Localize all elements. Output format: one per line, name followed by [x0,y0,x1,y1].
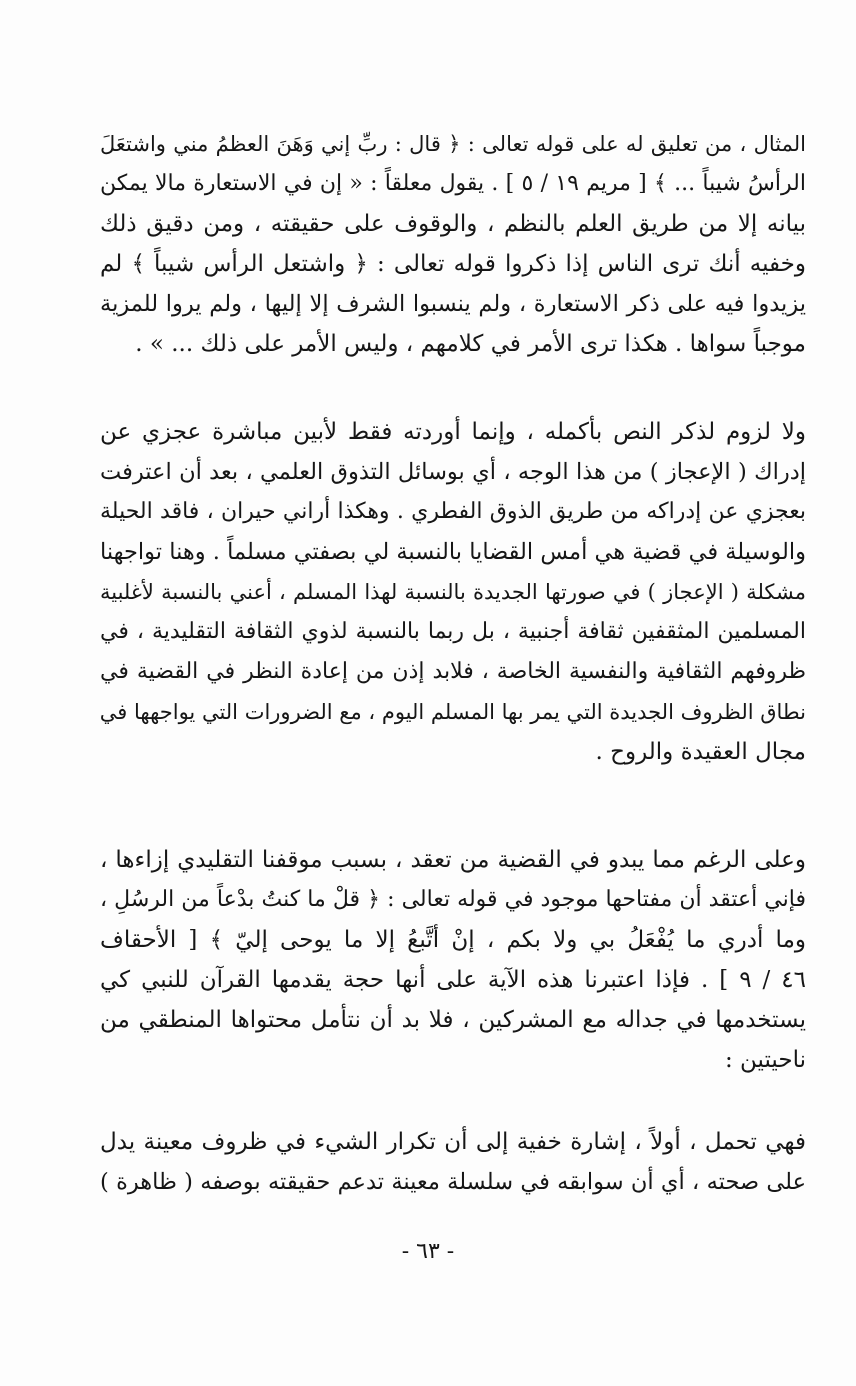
text-line: ناحيتين : [724,1047,806,1073]
text-line: على صحته ، أي أن سوابقه في سلسلة معينة تدعم حقيقته بوصفه ( ظاهرة ) [100,1169,806,1195]
text-line: الرأسُ شيباً ... ﴾ [ مريم ١٩ / ٥ ] . يقول معلقاً : « إن في الاستعارة مالا يمكن [100,171,806,196]
text-line: فإني أعتقد أن مفتاحها موجود في قوله تعالى : ﴿ قلْ ما كنتُ بدْعاً من الرسُلِ ، [100,887,806,912]
text-line: ظروفهم الثقافية والنفسية الخاصة ، فلابد إذن من إعادة النظر في القضية في [100,659,806,684]
text-line: فهي تحمل ، أولاً ، إشارة خفية إلى أن تكرار الشيء في ظروف معينة يدل [100,1129,806,1155]
text-line: ولا لزوم لذكر النص بأكمله ، وإنما أوردته فقط لأبين مباشرة عجزي عن [100,419,806,445]
text-line: وخفيه أنك ترى الناس إذا ذكروا قوله تعالى : ﴿ واشتعل الرأس شيباً ﴾ لم [100,251,806,277]
text-line: ٤٦ / ٩ ] . فإذا اعتبرنا هذه الآية على أنها حجة يقدمها القرآن للنبي كي [100,967,806,993]
text-line: وعلى الرغم مما يبدو في القضية من تعقد ، بسبب موقفنا التقليدي إزاءها ، [100,847,806,873]
paragraph-4 [100,1122,806,1202]
text-line: موجباً سواها . هكذا ترى الأمر في كلامهم ، وليس الأمر على ذلك ... » . [135,331,806,357]
text-line: نطاق الظروف الجديدة التي يمر بها المسلم اليوم ، مع الضرورات التي يواجهها في [99,700,806,724]
text-line: يزيدوا فيه على ذكر الاستعارة ، ولم ينسبوا الشرف إلا إليها ، ولم يروا للمزية [100,291,806,317]
paragraph-1 [100,124,806,364]
text-line: بيانه إلا من طريق العلم بالنظم ، والوقوف على حقيقته ، ومن دقيق ذلك [100,211,806,237]
text-line: المسلمين المثقفين ثقافة أجنبية ، بل ربما بالنسبة لذوي الثقافة التقليدية ، في [100,619,806,644]
text-line: والوسيلة في قضية هي أمس القضايا بالنسبة لي بصفتي مسلماً . وهنا تواجهنا [100,539,806,565]
paragraph-2 [100,412,806,772]
text-line: المثال ، من تعليق له على قوله تعالى : ﴿ قال : ربِّ إني وَهَنَ العظمُ مني واشتعَلَ [100,132,806,156]
page-number: - ٦٣ - [401,1239,455,1264]
text-line: إدراك ( الإعجاز ) من هذا الوجه ، أي بوسائل التذوق العلمي ، بعد أن اعترفت [100,459,806,485]
text-line: مجال العقيدة والروح . [595,739,806,765]
text-line: يستخدمها في جداله مع المشركين ، فلا بد أن نتأمل محتواها المنطقي من [100,1007,806,1033]
paragraph-3 [100,840,806,1080]
text-line: بعجزي عن إدراكه من طريق الذوق الفطري . وهكذا أراني حيران ، فاقد الحيلة [100,499,806,524]
text-line: مشكلة ( الإعجاز ) في صورتها الجديدة بالنسبة لهذا المسلم ، أعني بالنسبة لأغلبية [100,580,806,604]
text-line: وما أدري ما يُفْعَلُ بي ولا بكم ، إنْ أتَّبعُ إلا ما يوحى إليّ ﴾ [ الأحقاف [100,927,806,953]
